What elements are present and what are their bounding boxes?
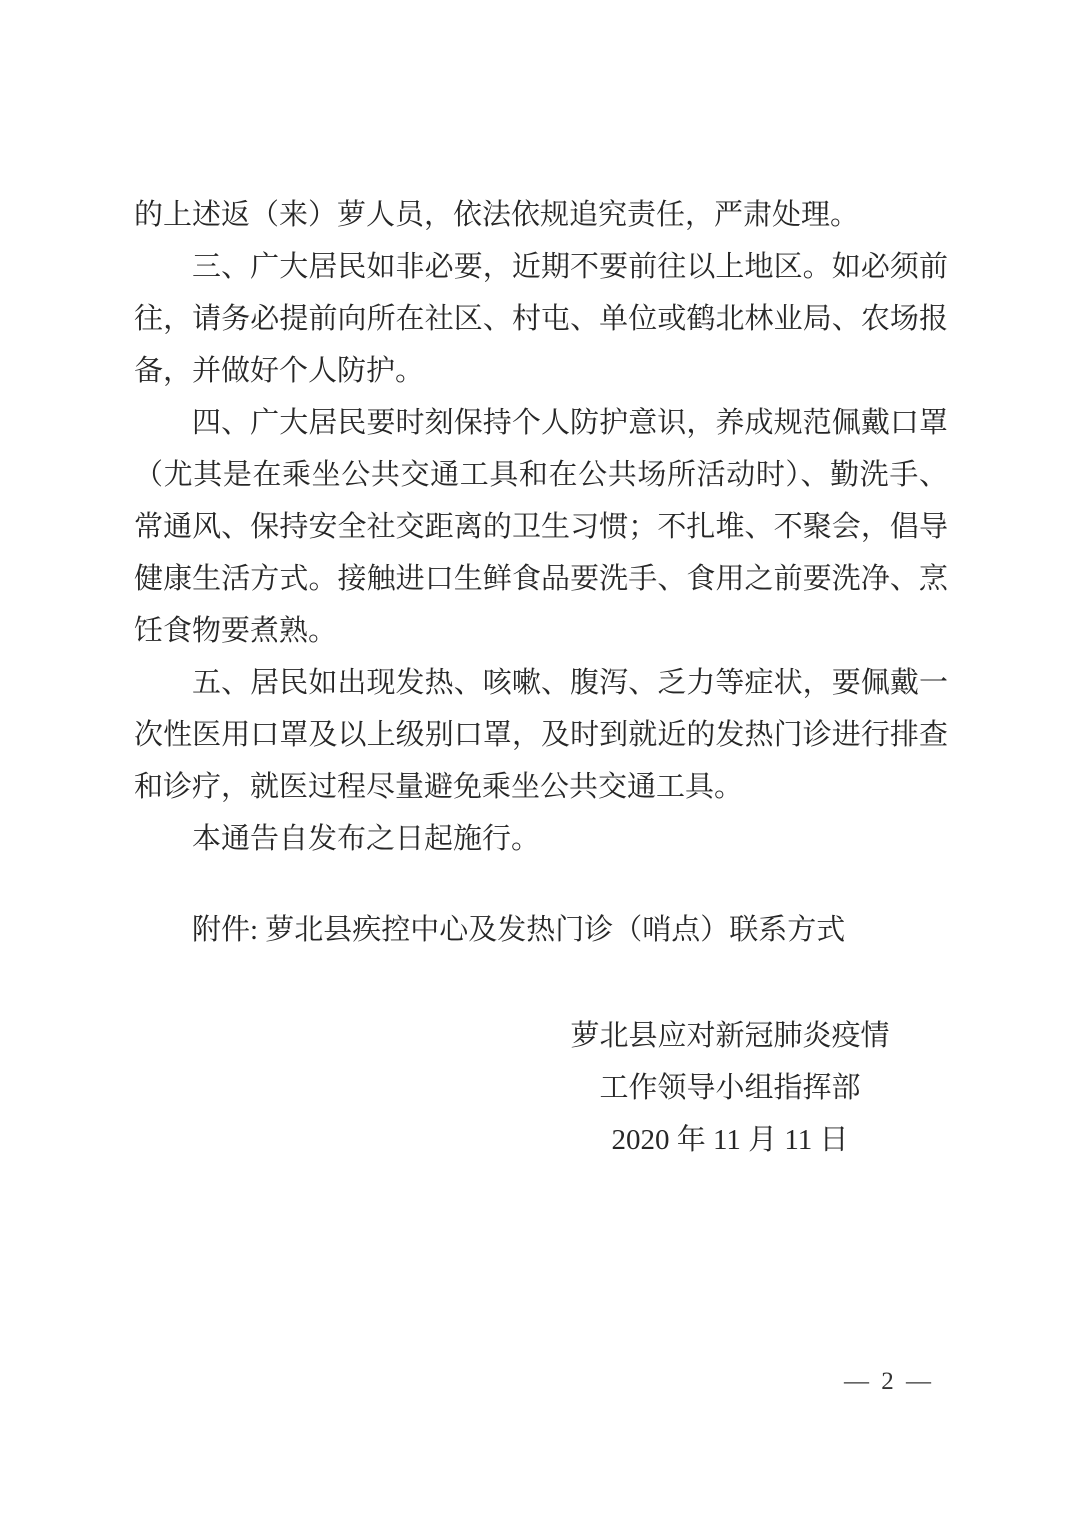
notice-paragraph: 四、广大居民要时刻保持个人防护意识，养成规范佩戴口罩（尤其是在乘坐公共交通工具和在公共场所活动时）、勤洗手、常通风、保持安全社交距离的卫生习惯；不扎堆、不聚会，倡导健康生活方式。接触进口生鲜食品要洗手、食用之前要洗净、烹饪食物要煮熟。	[134, 407, 948, 647]
notice-paragraph: 的上述返（来）萝人员，依法依规追究责任，严肃处理。	[134, 199, 860, 231]
notice-paragraph: 五、居民如出现发热、咳嗽、腹泻、乏力等症状，要佩戴一次性医用口罩及以上级别口罩，及时到就近的发热门诊进行排查和诊疗，就医过程尽量避免乘坐公共交通工具。	[134, 667, 948, 803]
notice-paragraph: 三、广大居民如非必要，近期不要前往以上地区。如必须前往，请务必提前向所在社区、村屯、单位或鹤北林业局、农场报备，并做好个人防护。	[134, 251, 948, 387]
notice-paragraph: 本通告自发布之日起施行。	[192, 823, 541, 855]
signature-org-line2: 工作领导小组指挥部	[599, 1072, 861, 1104]
signature-block	[540, 1010, 920, 1166]
signature-org-line1: 萝北县应对新冠肺炎疫情	[570, 1020, 890, 1052]
attachment-line: 附件: 萝北县疾控中心及发热门诊（哨点）联系方式	[192, 914, 846, 946]
signature-date: 2020 年 11 月 11 日	[611, 1124, 849, 1156]
notice-body	[134, 189, 948, 865]
page-number: — 2 —	[844, 1368, 934, 1395]
